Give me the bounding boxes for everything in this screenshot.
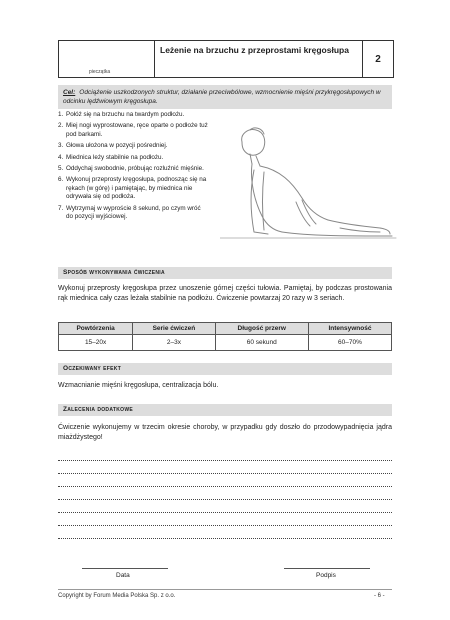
effect-text: Wzmacnianie mięśni kręgosłupa, centralizacja bólu. [58, 382, 219, 389]
steps-list [58, 111, 208, 224]
signature-line[interactable] [284, 568, 370, 569]
step-item: 7. Wytrzymaj w wyproście 8 sekund, po czym wróć do pozycji wyjściowej. [58, 205, 208, 222]
step-item: 2. Miej nogi wyprostowane, ręce oparte o podłoże tuż pod barkami. [58, 122, 208, 138]
step-text: Połóż się na brzuchu na twardym podłożu. [66, 111, 185, 118]
stamp-label: pieczątka [89, 69, 111, 75]
notes-line[interactable] [58, 525, 392, 526]
notes-line[interactable] [58, 486, 392, 487]
column-header: Intensywność [308, 323, 391, 335]
signature-label: Podpis [316, 572, 336, 579]
goal-label: Cel: [63, 89, 76, 96]
table-header-row [59, 323, 392, 335]
exercise-header [58, 40, 394, 78]
column-header: Powtórzenia [59, 323, 133, 335]
step-item: 5. Oddychaj swobodnie, próbując rozluźnić mięśnie. [58, 165, 204, 173]
recommendations-heading: Zalecenia dodatkowe [58, 404, 392, 416]
recommendations-text: Ćwiczenie wykonujemy w trzecim okresie choroby, w przypadku gdy doszło do przodowypadnięcia jądra miażdżystego! [58, 424, 392, 441]
step-text: Wytrzymaj w wyproście 8 sekund, po czym wróć do pozycji wyjściowej. [66, 204, 201, 221]
step-text: Głowa ułożona w pozycji pośredniej. [66, 142, 168, 150]
date-label: Data [116, 572, 130, 579]
goal-box [58, 85, 392, 109]
step-item: 3. Głowa ułożona w pozycji pośredniej. [58, 142, 168, 150]
footer-divider [58, 589, 392, 590]
step-text: Wykonuj przeprosty kręgosłupa, podnosząc się na rękach (w górę) i pamiętając, by miednica nie odrywała się od podłoża. [66, 176, 207, 201]
stamp-box [59, 41, 155, 77]
step-item: 6. Wykonuj przeprosty kręgosłupa, podnosząc się na rękach (w górę) i pamiętając, by miednica nie odrywała się od podłoża. [58, 176, 207, 201]
page-number: - 6 - [374, 593, 385, 599]
step-text: Miej nogi wyprostowane, ręce oparte o podłoże tuż pod barkami. [66, 122, 208, 138]
effect-heading: Oczekiwany efekt [58, 363, 392, 375]
column-header: Długość przerw [215, 323, 308, 335]
table-cell: 60–70% [308, 335, 391, 351]
step-item: 1. Połóż się na brzuchu na twardym podłożu. [58, 111, 185, 118]
parameters-table [58, 322, 392, 351]
exercise-number: 2 [375, 53, 381, 65]
step-item: 4. Miednica leży stabilnie na podłożu. [58, 153, 164, 161]
table-cell: 2–3x [133, 335, 215, 351]
step-text: Miednica leży stabilnie na podłożu. [66, 153, 164, 161]
exercise-illustration [220, 120, 398, 248]
notes-line[interactable] [58, 538, 392, 539]
notes-line[interactable] [58, 499, 392, 500]
goal-text: Odciążenie uszkodzonych struktur, działanie przeciwbólowe, wzmocnienie mięśni przykręgosłupowych w odcinku lędźwiowym kręgosłupa. [63, 89, 381, 105]
notes-line[interactable] [58, 512, 392, 513]
notes-line[interactable] [58, 460, 392, 461]
copyright-text: Copyright by Forum Media Polska Sp. z o.o. [58, 593, 176, 599]
table-cell: 60 sekund [215, 335, 308, 351]
table-row [59, 335, 392, 351]
table-cell: 15–20x [59, 335, 133, 351]
column-header: Serie ćwiczeń [133, 323, 215, 335]
method-text: Wykonuj przeprosty kręgosłupa przez unoszenie górnej części tułowia. Pamiętaj, by podczas prostowania rąk miednica cały czas leżała stabilnie na podłożu. Ćwiczenie powtarzaj 20 razy w 3 seriach. [58, 285, 392, 302]
exercise-title: Leżenie na brzuchu z przeprostami kręgosłupa [155, 41, 363, 77]
date-signature-line[interactable] [82, 568, 168, 569]
method-heading: Sposób wykonywania ćwiczenia [58, 267, 392, 279]
step-text: Oddychaj swobodnie, próbując rozluźnić mięśnie. [66, 165, 204, 173]
notes-line[interactable] [58, 473, 392, 474]
